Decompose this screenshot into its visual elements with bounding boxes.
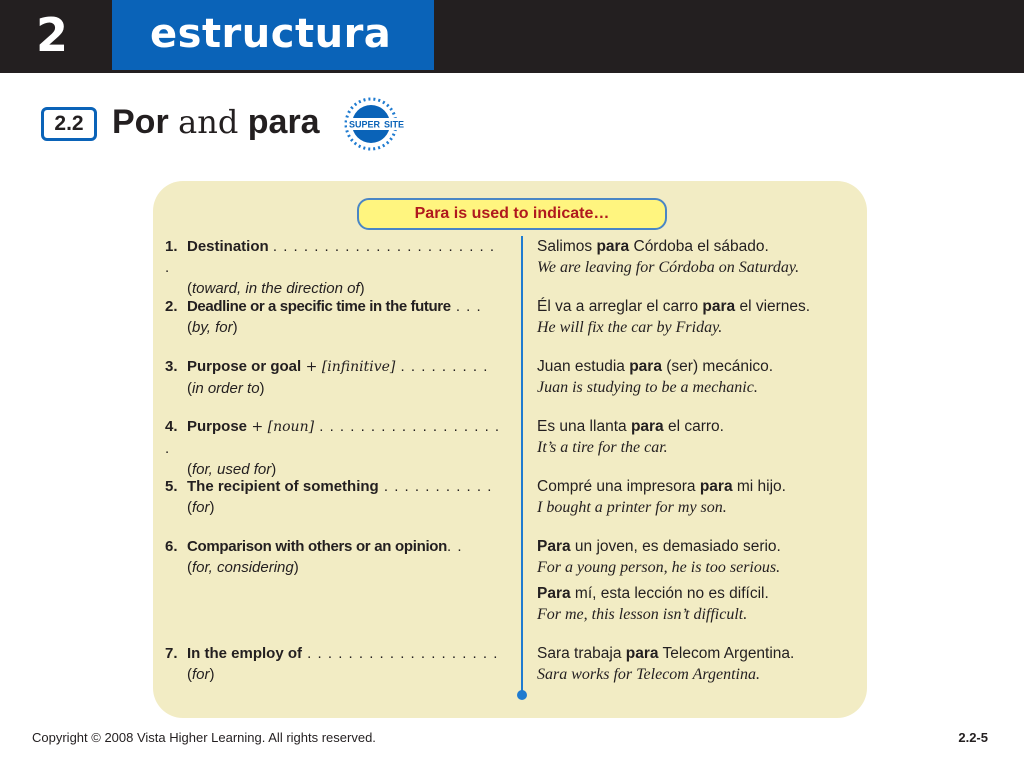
example [537, 583, 857, 625]
example-spanish: Juan estudia para (ser) mecánico. [537, 358, 774, 375]
column-divider [521, 236, 523, 694]
svg-text:SITE: SITE [384, 119, 405, 130]
panel-heading [357, 198, 667, 230]
title-word-por: Por [112, 103, 169, 141]
title-word-para: para [247, 103, 320, 141]
example [537, 416, 857, 458]
example-spanish: Compré una impresora para mi hijo. [537, 478, 786, 495]
rule-translation: (for, used for) [187, 461, 277, 478]
page-title [112, 101, 320, 143]
rule-item: 1. Destination . . . . . . . . . . . . . . . . . . . . . . . (toward, in the direction of) [165, 236, 505, 299]
example-english: Sara works for Telecom Argentina. [537, 666, 760, 683]
example-spanish: Él va a arreglar el carro para el viernes. [537, 298, 811, 315]
example [537, 356, 857, 398]
rule-item: 5. The recipient of something . . . . . . . . . . . (for) [165, 476, 505, 518]
header-underline [0, 70, 1024, 73]
section-badge: 2.2 [41, 107, 97, 141]
example-english: For me, this lesson isn’t difficult. [537, 606, 748, 623]
example-english: Juan is studying to be a mechanic. [537, 379, 758, 396]
supersite-icon[interactable] [343, 96, 413, 152]
rule-translation: (for) [187, 499, 215, 516]
example [537, 476, 857, 518]
example-english: For a young person, he is too serious. [537, 559, 781, 576]
example-english: He will fix the car by Friday. [537, 319, 723, 336]
copyright: Copyright © 2008 Vista Higher Learning. All rights reserved. [32, 730, 376, 745]
rule-item: 2. Deadline or a specific time in the future . . . (by, for) [165, 296, 505, 338]
rule-translation: (toward, in the direction of) [187, 280, 365, 297]
example-english: I bought a printer for my son. [537, 499, 727, 516]
example-spanish: Es una llanta para el carro. [537, 418, 724, 435]
title-word-and: and [178, 103, 239, 141]
rule-translation: (by, for) [187, 319, 238, 336]
example-english: It’s a tire for the car. [537, 439, 668, 456]
heading-para: Para [414, 205, 450, 222]
rule-translation: (for) [187, 666, 215, 683]
rule-item: 7. In the employ of . . . . . . . . . . . . . . . . . . . (for) [165, 643, 505, 685]
heading-rest: is used to indicate… [453, 205, 610, 222]
example-spanish: Sara trabaja para Telecom Argentina. [537, 645, 795, 662]
example-english: We are leaving for Córdoba on Saturday. [537, 259, 800, 276]
example-spanish: Salimos para Córdoba el sábado. [537, 238, 769, 255]
rule-translation: (for, considering) [187, 559, 299, 576]
rule-translation: (in order to) [187, 380, 265, 397]
supersite-label: SUPER [349, 119, 381, 130]
section-label: estructura [150, 11, 392, 57]
example [537, 236, 857, 278]
chapter-number: 2 [35, 8, 68, 62]
rule-item: 4. Purpose + [noun] . . . . . . . . . . . . . . . . . . . (for, used for) [165, 416, 505, 480]
rule-item: 6. Comparison with others or an opinion. . (for, considering) [165, 536, 505, 578]
example-spanish: Para un joven, es demasiado serio. [537, 538, 781, 555]
divider-end-dot [517, 690, 527, 700]
page-number: 2.2-5 [958, 730, 988, 745]
example [537, 536, 857, 578]
example [537, 643, 857, 685]
rule-item: 3. Purpose or goal + [infinitive] . . . . . . . . . (in order to) [165, 356, 505, 399]
example-spanish: Para mí, esta lección no es difícil. [537, 585, 769, 602]
example [537, 296, 857, 338]
